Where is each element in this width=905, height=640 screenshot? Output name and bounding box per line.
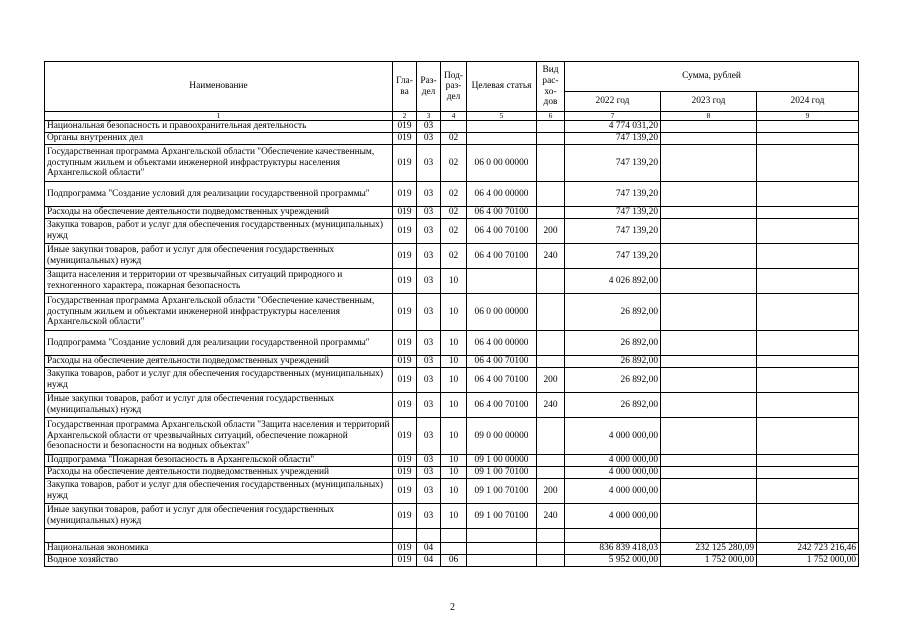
row-sum-2023 — [661, 133, 757, 145]
row-podrazdel: 10 — [441, 504, 467, 529]
table-row — [45, 145, 859, 182]
row-sum-2024: 1 752 000,00 — [757, 555, 859, 567]
row-sum-2022: 747 139,20 — [565, 182, 661, 207]
row-glava — [393, 529, 417, 543]
row-name: Подпрограмма "Создание условий для реализации государственной программы" — [45, 182, 393, 207]
row-sum-2024 — [757, 467, 859, 479]
budget-table — [44, 61, 859, 567]
row-vid — [537, 294, 565, 331]
row-glava: 019 — [393, 555, 417, 567]
row-podrazdel: 10 — [441, 467, 467, 479]
table-row — [45, 504, 859, 529]
row-sum-2023 — [661, 356, 757, 368]
row-sum-2023 — [661, 393, 757, 418]
row-target — [467, 543, 537, 555]
row-sum-2024 — [757, 368, 859, 393]
row-vid — [537, 207, 565, 219]
row-glava: 019 — [393, 121, 417, 133]
row-glava: 019 — [393, 331, 417, 356]
row-vid — [537, 133, 565, 145]
table-row — [45, 356, 859, 368]
row-sum-2023 — [661, 504, 757, 529]
header-2024: 2024 год — [757, 92, 859, 112]
row-sum-2023 — [661, 121, 757, 133]
column-number: 1 — [45, 112, 393, 121]
row-name: Государственная программа Архангельской области "Защита населения и территорий Архангельской области от чрезвычайных ситуаций, обеспечение пожарной безопасности и безопасности на водных объектах" — [45, 418, 393, 455]
table-row — [45, 244, 859, 269]
row-name: Защита населения и территории от чрезвычайных ситуаций природного и техногенного характера, пожарная безопасность — [45, 269, 393, 294]
row-target: 06 4 00 70100 — [467, 244, 537, 269]
header-vid: Вид рас-хо-дов — [537, 62, 565, 112]
row-glava: 019 — [393, 207, 417, 219]
row-name: Подпрограмма "Пожарная безопасность в Архангельской области" — [45, 455, 393, 467]
row-razdel: 03 — [417, 133, 441, 145]
row-razdel: 03 — [417, 393, 441, 418]
column-number: 7 — [565, 112, 661, 121]
row-razdel: 03 — [417, 207, 441, 219]
row-sum-2022: 4 774 031,20 — [565, 121, 661, 133]
row-podrazdel: 02 — [441, 145, 467, 182]
row-glava: 019 — [393, 543, 417, 555]
row-razdel — [417, 529, 441, 543]
row-podrazdel: 10 — [441, 294, 467, 331]
row-sum-2022: 747 139,20 — [565, 207, 661, 219]
row-target: 06 4 00 70100 — [467, 207, 537, 219]
row-razdel: 03 — [417, 182, 441, 207]
row-vid — [537, 455, 565, 467]
row-sum-2022: 747 139,20 — [565, 244, 661, 269]
row-vid — [537, 529, 565, 543]
table-row — [45, 543, 859, 555]
header-glava: Гла-ва — [393, 62, 417, 112]
row-sum-2023 — [661, 269, 757, 294]
row-sum-2022: 26 892,00 — [565, 331, 661, 356]
row-sum-2022: 4 000 000,00 — [565, 418, 661, 455]
table-row — [45, 182, 859, 207]
row-sum-2024 — [757, 133, 859, 145]
row-name: Закупка товаров, работ и услуг для обеспечения государственных (муниципальных) нужд — [45, 479, 393, 504]
row-target: 06 4 00 00000 — [467, 331, 537, 356]
row-sum-2023: 232 125 280,09 — [661, 543, 757, 555]
row-vid: 240 — [537, 504, 565, 529]
row-razdel: 04 — [417, 555, 441, 567]
row-vid — [537, 331, 565, 356]
header-target: Целевая статья — [467, 62, 537, 112]
row-name: Закупка товаров, работ и услуг для обеспечения государственных (муниципальных) нужд — [45, 219, 393, 244]
row-target — [467, 529, 537, 543]
row-sum-2024 — [757, 121, 859, 133]
row-razdel: 04 — [417, 543, 441, 555]
row-razdel: 03 — [417, 145, 441, 182]
row-target: 09 1 00 70100 — [467, 479, 537, 504]
row-podrazdel — [441, 543, 467, 555]
row-razdel: 03 — [417, 467, 441, 479]
row-vid: 240 — [537, 393, 565, 418]
header-razdel: Раз-дел — [417, 62, 441, 112]
column-number: 6 — [537, 112, 565, 121]
row-razdel: 03 — [417, 269, 441, 294]
column-number: 2 — [393, 112, 417, 121]
row-razdel: 03 — [417, 418, 441, 455]
row-glava: 019 — [393, 133, 417, 145]
header-summa: Сумма, рублей — [565, 62, 859, 92]
table-row — [45, 219, 859, 244]
row-name: Подпрограмма "Создание условий для реализации государственной программы" — [45, 331, 393, 356]
row-sum-2024 — [757, 331, 859, 356]
row-podrazdel: 02 — [441, 182, 467, 207]
row-target — [467, 269, 537, 294]
row-target — [467, 555, 537, 567]
column-number-row — [45, 112, 859, 121]
row-name: Государственная программа Архангельской области "Обеспечение качественным, доступным жильем и объектами инженерной инфраструктуры населения Архангельской области" — [45, 145, 393, 182]
row-name: Национальная безопасность и правоохранительная деятельность — [45, 121, 393, 133]
row-target: 09 0 00 00000 — [467, 418, 537, 455]
row-sum-2023 — [661, 467, 757, 479]
row-sum-2023 — [661, 182, 757, 207]
row-podrazdel: 06 — [441, 555, 467, 567]
row-podrazdel: 02 — [441, 133, 467, 145]
row-razdel: 03 — [417, 455, 441, 467]
row-name: Иные закупки товаров, работ и услуг для обеспечения государственных (муниципальных) нужд — [45, 244, 393, 269]
row-glava: 019 — [393, 479, 417, 504]
row-target: 09 1 00 00000 — [467, 455, 537, 467]
row-sum-2024 — [757, 529, 859, 543]
column-number: 8 — [661, 112, 757, 121]
row-razdel: 03 — [417, 294, 441, 331]
row-vid: 200 — [537, 368, 565, 393]
row-target: 06 4 00 70100 — [467, 356, 537, 368]
row-vid — [537, 418, 565, 455]
row-sum-2023 — [661, 294, 757, 331]
row-razdel: 03 — [417, 244, 441, 269]
row-sum-2024 — [757, 269, 859, 294]
header-2023: 2023 год — [661, 92, 757, 112]
row-sum-2023 — [661, 479, 757, 504]
row-name: Расходы на обеспечение деятельности подведомственных учреждений — [45, 207, 393, 219]
row-sum-2024 — [757, 418, 859, 455]
row-name: Расходы на обеспечение деятельности подведомственных учреждений — [45, 467, 393, 479]
row-sum-2023 — [661, 219, 757, 244]
row-vid — [537, 182, 565, 207]
row-target: 09 1 00 70100 — [467, 467, 537, 479]
row-sum-2023 — [661, 145, 757, 182]
row-glava: 019 — [393, 294, 417, 331]
table-row — [45, 467, 859, 479]
row-sum-2022 — [565, 529, 661, 543]
table-row — [45, 555, 859, 567]
row-podrazdel: 02 — [441, 207, 467, 219]
row-sum-2023 — [661, 331, 757, 356]
row-podrazdel: 10 — [441, 269, 467, 294]
table-row — [45, 418, 859, 455]
row-vid — [537, 543, 565, 555]
row-target: 06 4 00 70100 — [467, 368, 537, 393]
row-sum-2024 — [757, 182, 859, 207]
row-vid — [537, 356, 565, 368]
row-vid — [537, 269, 565, 294]
row-target: 06 4 00 70100 — [467, 393, 537, 418]
table-row — [45, 207, 859, 219]
row-sum-2022: 5 952 000,00 — [565, 555, 661, 567]
row-razdel: 03 — [417, 479, 441, 504]
row-glava: 019 — [393, 455, 417, 467]
row-sum-2024 — [757, 479, 859, 504]
row-glava: 019 — [393, 368, 417, 393]
row-glava: 019 — [393, 393, 417, 418]
row-name: Водное хозяйство — [45, 555, 393, 567]
row-vid — [537, 121, 565, 133]
table-row — [45, 294, 859, 331]
table-row — [45, 133, 859, 145]
table-row — [45, 393, 859, 418]
row-podrazdel: 10 — [441, 331, 467, 356]
row-glava: 019 — [393, 269, 417, 294]
header-name: Наименование — [45, 62, 393, 112]
table-row — [45, 368, 859, 393]
row-sum-2023 — [661, 244, 757, 269]
row-sum-2022: 747 139,20 — [565, 133, 661, 145]
row-sum-2022: 4 000 000,00 — [565, 504, 661, 529]
row-sum-2023: 1 752 000,00 — [661, 555, 757, 567]
row-target: 06 4 00 00000 — [467, 182, 537, 207]
row-vid — [537, 145, 565, 182]
row-name: Органы внутренних дел — [45, 133, 393, 145]
row-sum-2022: 26 892,00 — [565, 393, 661, 418]
row-sum-2022: 26 892,00 — [565, 356, 661, 368]
row-glava: 019 — [393, 418, 417, 455]
row-glava: 019 — [393, 244, 417, 269]
row-sum-2024 — [757, 455, 859, 467]
row-glava: 019 — [393, 504, 417, 529]
row-vid — [537, 467, 565, 479]
table-row — [45, 529, 859, 543]
table-row — [45, 269, 859, 294]
row-sum-2022: 4 000 000,00 — [565, 479, 661, 504]
row-sum-2023 — [661, 207, 757, 219]
row-sum-2024: 242 723 216,46 — [757, 543, 859, 555]
row-sum-2023 — [661, 368, 757, 393]
row-sum-2024 — [757, 294, 859, 331]
row-vid: 200 — [537, 479, 565, 504]
row-sum-2024 — [757, 244, 859, 269]
row-sum-2024 — [757, 145, 859, 182]
row-sum-2024 — [757, 393, 859, 418]
table-row — [45, 331, 859, 356]
row-podrazdel: 10 — [441, 479, 467, 504]
column-number: 5 — [467, 112, 537, 121]
row-sum-2022: 747 139,20 — [565, 219, 661, 244]
row-sum-2022: 4 000 000,00 — [565, 467, 661, 479]
row-vid: 200 — [537, 219, 565, 244]
row-sum-2023 — [661, 529, 757, 543]
row-sum-2024 — [757, 219, 859, 244]
row-razdel: 03 — [417, 356, 441, 368]
row-glava: 019 — [393, 467, 417, 479]
row-podrazdel: 10 — [441, 368, 467, 393]
header-2022: 2022 год — [565, 92, 661, 112]
row-name: Иные закупки товаров, работ и услуг для обеспечения государственных (муниципальных) нужд — [45, 504, 393, 529]
row-glava: 019 — [393, 145, 417, 182]
row-target — [467, 121, 537, 133]
table-row — [45, 121, 859, 133]
row-vid: 240 — [537, 244, 565, 269]
row-target: 06 0 00 00000 — [467, 145, 537, 182]
column-number: 4 — [441, 112, 467, 121]
row-sum-2022: 26 892,00 — [565, 294, 661, 331]
row-name: Расходы на обеспечение деятельности подведомственных учреждений — [45, 356, 393, 368]
row-sum-2024 — [757, 356, 859, 368]
table-row — [45, 479, 859, 504]
column-number: 9 — [757, 112, 859, 121]
row-podrazdel: 10 — [441, 455, 467, 467]
row-sum-2023 — [661, 418, 757, 455]
row-glava: 019 — [393, 356, 417, 368]
row-podrazdel — [441, 529, 467, 543]
row-sum-2022: 4 026 892,00 — [565, 269, 661, 294]
row-sum-2022: 26 892,00 — [565, 368, 661, 393]
table-row — [45, 455, 859, 467]
header-podrazdel: Под-раз-дел — [441, 62, 467, 112]
row-sum-2022: 747 139,20 — [565, 145, 661, 182]
row-podrazdel: 02 — [441, 219, 467, 244]
row-name — [45, 529, 393, 543]
row-name: Национальная экономика — [45, 543, 393, 555]
row-target: 06 4 00 70100 — [467, 219, 537, 244]
row-podrazdel: 10 — [441, 418, 467, 455]
row-razdel: 03 — [417, 121, 441, 133]
row-name: Иные закупки товаров, работ и услуг для обеспечения государственных (муниципальных) нужд — [45, 393, 393, 418]
row-razdel: 03 — [417, 368, 441, 393]
row-glava: 019 — [393, 219, 417, 244]
column-number: 3 — [417, 112, 441, 121]
row-razdel: 03 — [417, 504, 441, 529]
row-sum-2022: 836 839 418,03 — [565, 543, 661, 555]
row-target — [467, 133, 537, 145]
page-number: 2 — [450, 602, 455, 613]
row-target: 09 1 00 70100 — [467, 504, 537, 529]
row-sum-2022: 4 000 000,00 — [565, 455, 661, 467]
row-target: 06 0 00 00000 — [467, 294, 537, 331]
row-vid — [537, 555, 565, 567]
row-podrazdel: 10 — [441, 393, 467, 418]
row-sum-2024 — [757, 207, 859, 219]
row-razdel: 03 — [417, 331, 441, 356]
row-sum-2024 — [757, 504, 859, 529]
row-razdel: 03 — [417, 219, 441, 244]
row-glava: 019 — [393, 182, 417, 207]
row-podrazdel: 02 — [441, 244, 467, 269]
row-podrazdel: 10 — [441, 356, 467, 368]
row-name: Закупка товаров, работ и услуг для обеспечения государственных (муниципальных) нужд — [45, 368, 393, 393]
row-name: Государственная программа Архангельской области "Обеспечение качественным, доступным жильем и объектами инженерной инфраструктуры населения Архангельской области" — [45, 294, 393, 331]
row-sum-2023 — [661, 455, 757, 467]
row-podrazdel — [441, 121, 467, 133]
